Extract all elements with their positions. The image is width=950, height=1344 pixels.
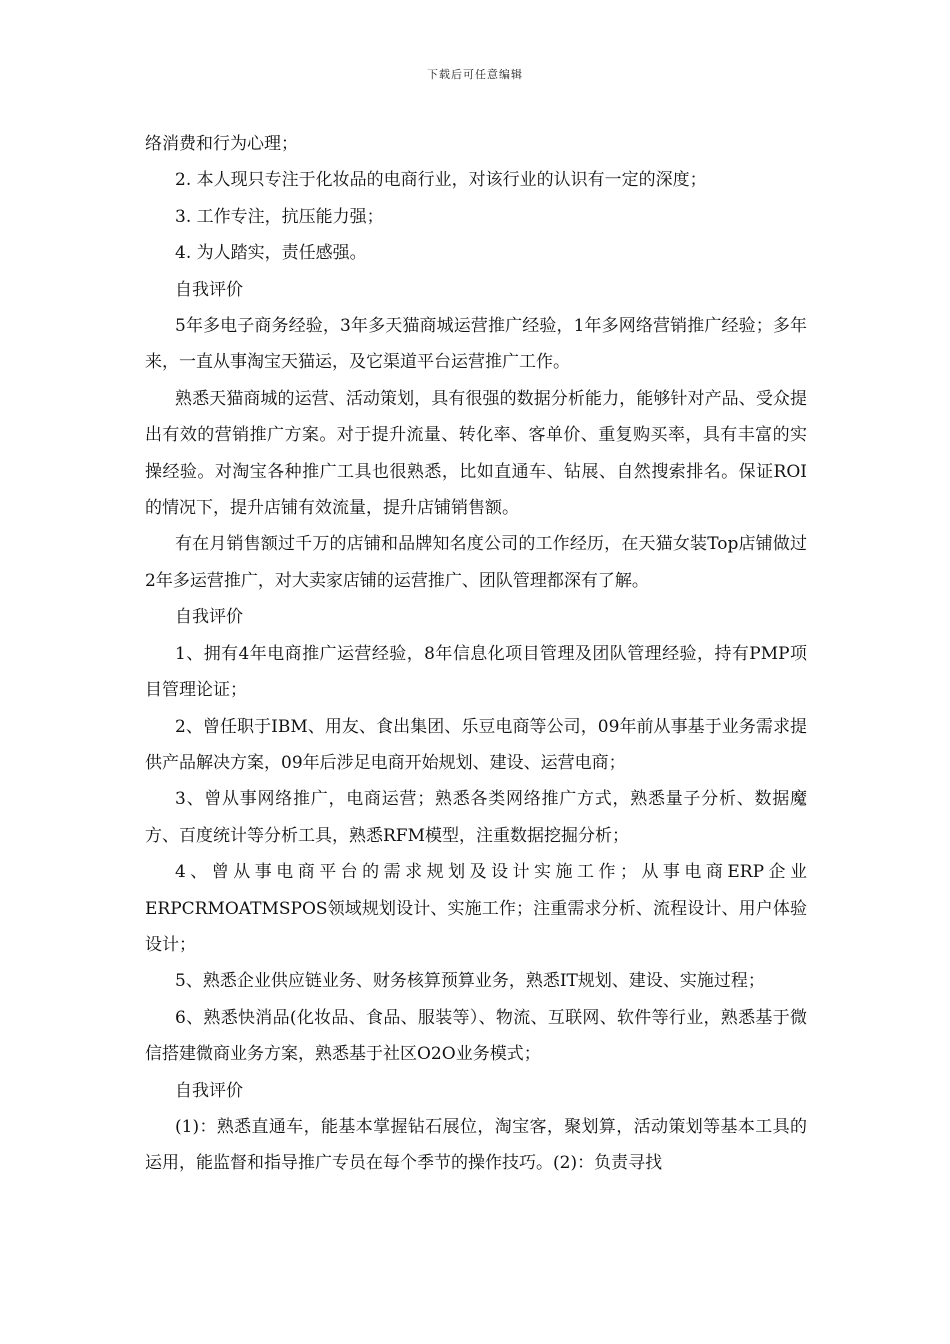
list-item-1: 1、拥有4年电商推广运营经验，8年信息化项目管理及团队管理经验，持有PMP项目管理论证； (145, 643, 807, 701)
paragraph-tmall-operations: 熟悉天猫商城的运营、活动策划，具有很强的数据分析能力，能够针对产品、受众提出有效的营销推广方案。对于提升流量、转化率、客单价、重复购买率，具有丰富的实操经验。对淘宝各种推广工具也很熟悉，比如直通车、钻展、自然搜索排名。保证ROI的情况下，提升店铺有效流量，提升店铺销售额。 (145, 388, 807, 519)
list-item-4: 4. 为人踏实，责任感强。 (175, 243, 367, 264)
list-item-2: 2. 本人现只专注于化妆品的电商行业，对该行业的认识有一定的深度； (175, 170, 707, 191)
page-header-note: 下载后可任意编辑 (427, 68, 523, 81)
list-item-3: 3、曾从事网络推广，电商运营；熟悉各类网络推广方式，熟悉量子分析、数据魔方、百度统计等分析工具，熟悉RFM模型，注重数据挖掘分析； (145, 789, 807, 846)
list-item-5: 5、熟悉企业供应链业务、财务核算预算业务，熟悉IT规划、建设、实施过程； (175, 971, 765, 992)
section-heading-self-evaluation: 自我评价 (175, 1080, 243, 1101)
paragraph-promotion-tools: (1)：熟悉直通车，能基本掌握钻石展位，淘宝客，聚划算，活动策划等基本工具的运用，能监督和指导推广专员在每个季节的操作技巧。(2)：负责寻找 (145, 1116, 807, 1174)
section-heading-self-evaluation: 自我评价 (175, 279, 243, 300)
list-item-3: 3. 工作专注，抗压能力强； (175, 206, 384, 227)
section-heading-self-evaluation: 自我评价 (175, 607, 243, 628)
paragraph-experience: 5年多电子商务经验，3年多天猫商城运营推广经验，1年多网络营销推广经验；多年来，一直从事淘宝天猫运，及它渠道平台运营推广工作。 (145, 316, 807, 373)
paragraph-continuation: 络消费和行为心理； (145, 134, 298, 154)
list-item-4: 4、曾从事电商平台的需求规划及设计实施工作；从事电商ERP企业ERPCRMOATMSPOS领域规划设计、实施工作；注重需求分析、流程设计、用户体验设计； (145, 862, 807, 955)
list-item-6: 6、熟悉快消品(化妆品、食品、服装等）、物流、互联网、软件等行业，熟悉基于微信搭建微商业务方案，熟悉基于社区O2O业务模式； (145, 1007, 807, 1065)
document-body (145, 126, 807, 1182)
list-item-2: 2、曾任职于IBM、用友、食出集团、乐豆电商等公司，09年前从事基于业务需求提供产品解决方案，09年后涉足电商开始规划、建设、运营电商； (145, 716, 807, 773)
paragraph-work-history: 有在月销售额过千万的店铺和品牌知名度公司的工作经历，在天猫女装Top店铺做过2年多运营推广，对大卖家店铺的运营推广、团队管理都深有了解。 (145, 534, 807, 591)
